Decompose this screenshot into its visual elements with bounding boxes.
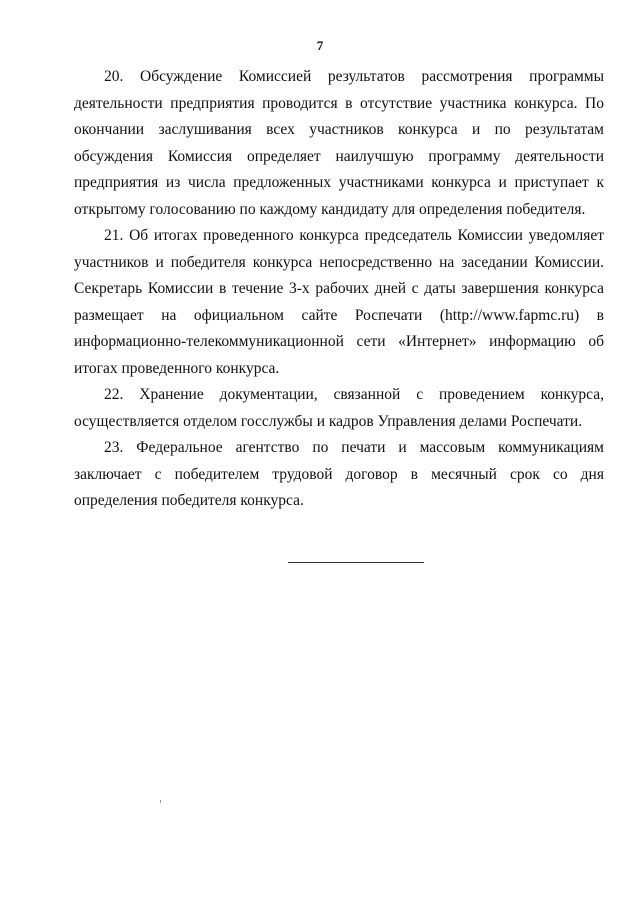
end-divider-line [288, 562, 424, 563]
scan-speck [160, 800, 161, 803]
page-number: 7 [316, 38, 324, 53]
document-body [74, 64, 604, 515]
paragraph-21: 21. Об итогах проведенного конкурса председатель Комиссии уведомляет участников и победителя конкурса непосредственно на заседании Комиссии. Секретарь Комиссии в течение 3-х рабочих дней с даты завершения конкурса размещает на официальном сайте Роспечати (http://www.fapmc.ru) в информационно-телекоммуникационной сети «Интернет» информацию об итогах проведенного конкурса. [74, 227, 604, 377]
paragraph-23: 23. Федеральное агентство по печати и массовым коммуникациям заключает с победителем трудовой договор в месячный срок со дня определения победителя конкурса. [74, 439, 604, 509]
paragraph-20: 20. Обсуждение Комиссией результатов рассмотрения программы деятельности предприятия проводится в отсутствие участника конкурса. По окончании заслушивания всех участников конкурса и по результатам обсуждения Комиссия определяет наилучшую программу деятельности предприятия из числа предложенных участниками конкурса и приступает к открытому голосованию по каждому кандидату для определения победителя. [74, 68, 604, 218]
paragraph-22: 22. Хранение документации, связанной с проведением конкурса, осуществляется отделом госслужбы и кадров Управления делами Роспечати. [74, 386, 604, 430]
